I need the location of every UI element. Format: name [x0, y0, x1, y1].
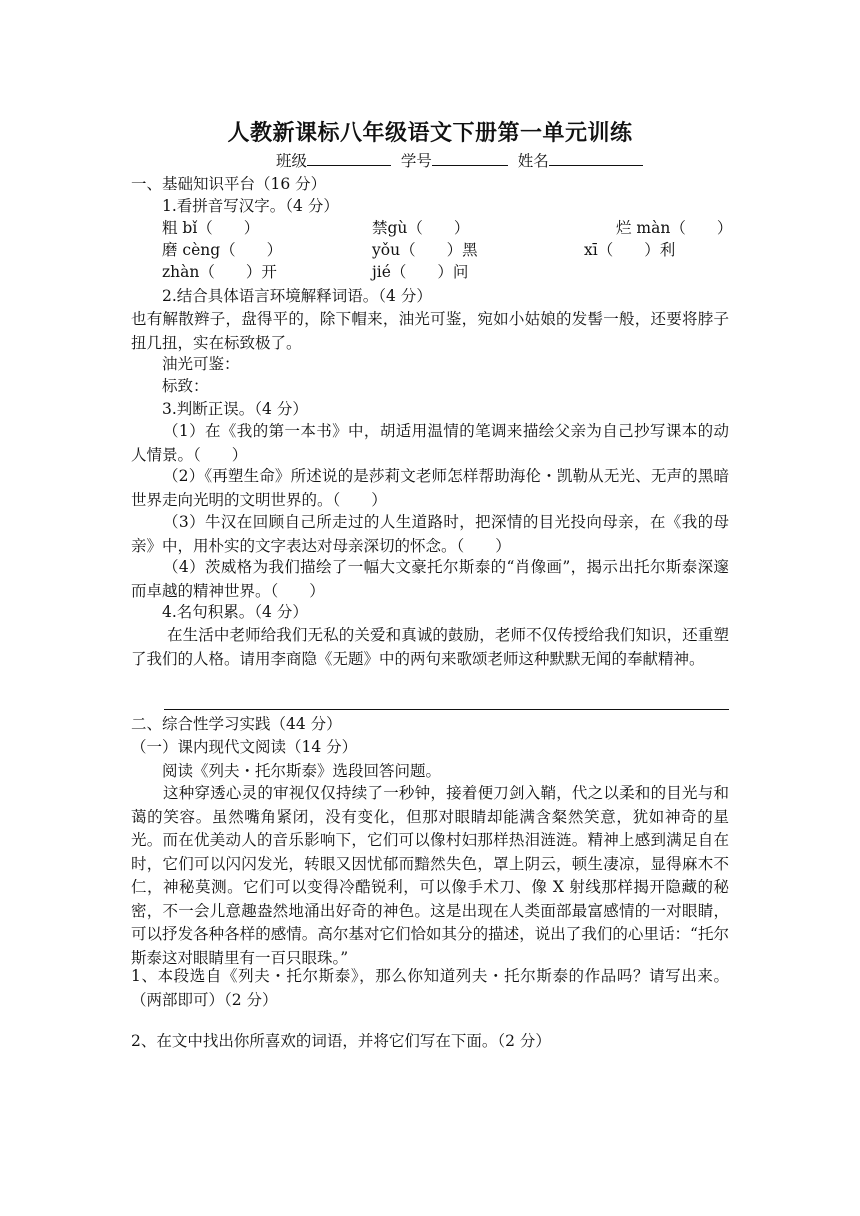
q4-text: 在生活中老师给我们无私的关爱和真诚的鼓励，老师不仅传授给我们知识，还重塑了我们的人格。请用李商隐《无题》中的两句来歌颂老师这种默默无闻的奉献精神。 [131, 626, 729, 668]
reading-question-1: 1、本段选自《列夫・托尔斯泰》，那么你知道列夫・托尔斯泰的作品吗？请写出来。（两部即可）（2 分） [131, 967, 729, 1009]
q3-item-3: （3）牛汉在回顾自己所走过的人生道路时，把深情的目光投向母亲，在《我的母亲》中，用朴实的文字表达对母亲深切的怀念。（ ） [131, 513, 729, 555]
pinyin-item: jié（ ）问 [372, 263, 469, 281]
class-label: 班级 [276, 152, 308, 170]
q3-label: 3.判断正误。（4 分） [162, 400, 308, 418]
pinyin-item: 烂 màn（ ） [616, 219, 733, 237]
answer-line [164, 709, 729, 710]
q3-item-2: （2）《再塑生命》所述说的是莎莉文老师怎样帮助海伦・凯勒从无光、无声的黑暗世界走向光明的文明世界的。（ ） [131, 467, 729, 509]
section2-subheading: （一）课内现代文阅读（14 分） [131, 738, 358, 756]
reading-passage: 这种穿透心灵的审视仅仅持续了一秒钟，接着便刀剑入鞘，代之以柔和的目光与和蔼的笑容。虽然嘴角紧闭，没有变化，但那对眼睛却能满含粲然笑意，犹如神奇的星光。而在优美动人的音乐影响下，它们可以像村妇那样热泪涟涟。精神上感到满足自在时，它们可以闪闪发光，转眼又因忧郁而黯然失色，罩上阴云，顿生凄凉，显得麻木不仁，神秘莫测。它们可以变得冷酷锐利，可以像手术刀、像 X 射线那样揭开隐藏的秘密，不一会儿意趣盎然地涌出好奇的神色。这是出现在人类面部最富感情的一对眼睛，可以抒发各种各样的感情。高尔基对它们恰如其分的描述，说出了我们的心里话：“托尔斯泰这对眼睛里有一百只眼珠。” [131, 784, 729, 967]
name-blank [549, 151, 643, 166]
q4-label: 4.名句积累。（4 分） [162, 603, 308, 621]
reading-intro: 阅读《列夫・托尔斯泰》选段回答问题。 [162, 762, 442, 780]
class-blank [307, 151, 391, 166]
q2-label: 2.结合具体语言环境解释词语。（4 分） [162, 287, 432, 305]
q1-label: 1.看拼音写汉字。（4 分） [162, 197, 339, 215]
student-info-row [276, 151, 643, 172]
reading-question-2: 2、在文中找出你所喜欢的词语，并将它们写在下面。（2 分） [131, 1032, 551, 1050]
q2-term-1: 油光可鉴： [162, 355, 240, 373]
pinyin-item: zhàn（ ）开 [162, 263, 277, 281]
number-blank [432, 151, 508, 166]
pinyin-item: 粗 bǐ（ ） [162, 219, 260, 237]
pinyin-item: xī（ ）利 [584, 241, 676, 259]
q2-passage: 也有解散辫子，盘得平的，除下帽来，油光可鉴，宛如小姑娘的发髻一般，还要将脖子扭几扭，实在标致极了。 [131, 310, 729, 352]
pinyin-item: yǒu（ ）黑 [372, 241, 478, 259]
name-label: 姓名 [517, 152, 549, 170]
page-title: 人教新课标八年级语文下册第一单元训练 [227, 120, 633, 146]
number-label: 学号 [400, 152, 432, 170]
q3-item-1: （1）在《我的第一本书》中，胡适用温情的笔调来描绘父亲为自己抄写课本的动人情景。（ ） [131, 422, 729, 464]
section2-heading: 二、综合性学习实践（44 分） [131, 715, 342, 733]
q3-item-4: （4）茨威格为我们描绘了一幅大文豪托尔斯泰的“肖像画”，揭示出托尔斯泰深邃而卓越的精神世界。（ ） [131, 558, 729, 600]
section1-heading: 一、基础知识平台（16 分） [131, 175, 327, 193]
pinyin-item: 禁gù（ ） [372, 219, 470, 237]
pinyin-item: 磨 cèng（ ） [162, 241, 283, 259]
q2-term-2: 标致： [162, 377, 209, 395]
